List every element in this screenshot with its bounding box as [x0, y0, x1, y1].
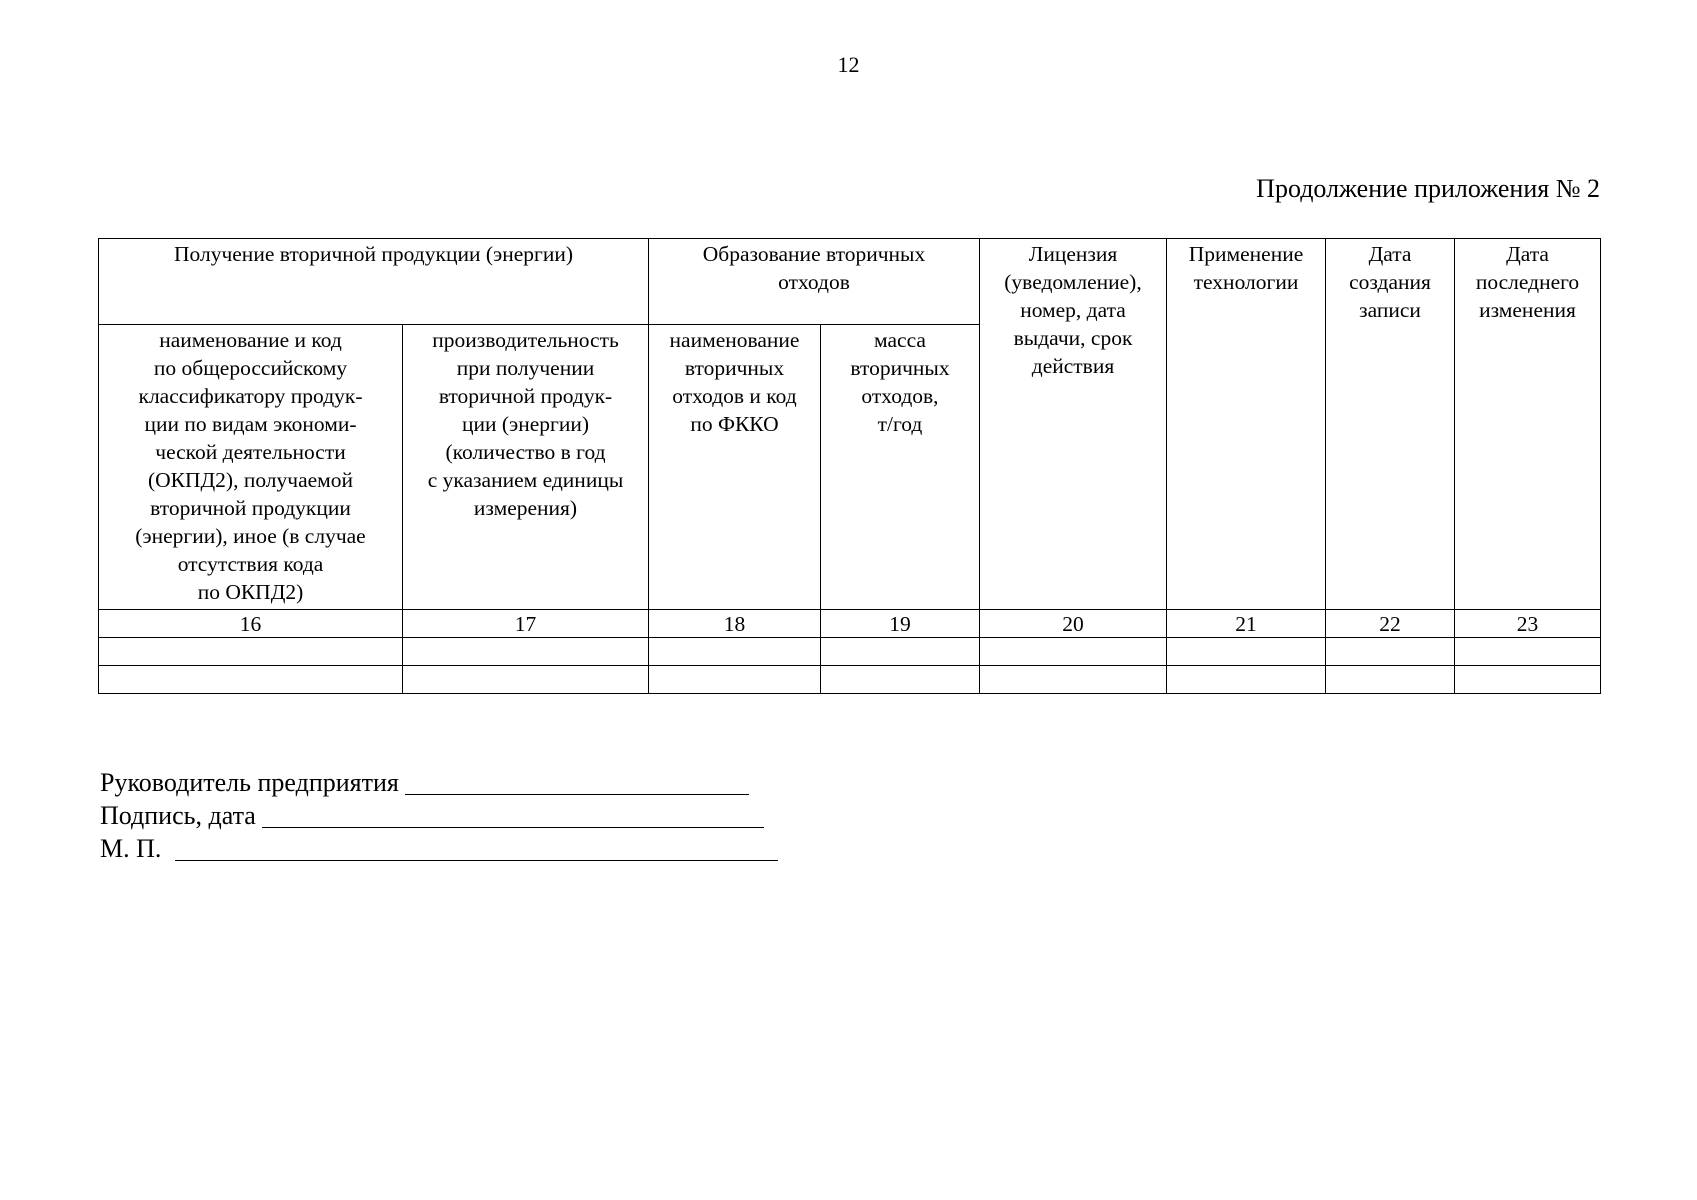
header-product-name-code [99, 325, 403, 610]
table-cell [821, 638, 980, 666]
stamp-line [100, 832, 778, 865]
table-cell [1455, 666, 1601, 694]
appendix-form-table [98, 238, 1601, 694]
table-cell [649, 666, 821, 694]
header-label: производительность при получении вторичной продук- ции (энергии) (количество в год с указанием единицы измерения) [427, 328, 624, 520]
column-number: 19 [821, 610, 980, 638]
header-label: Дата последнего изменения [1475, 242, 1580, 322]
stamp-blank [175, 836, 778, 861]
header-technology [1167, 239, 1326, 610]
head-of-enterprise-line [100, 766, 778, 799]
table-cell [1326, 666, 1455, 694]
page-number: 12 [837, 52, 860, 77]
column-number: 16 [99, 610, 403, 638]
table-cell [403, 638, 649, 666]
header-secondary-waste-group [649, 239, 980, 325]
signature-block [100, 766, 778, 865]
header-productivity [403, 325, 649, 610]
header-waste-mass [821, 325, 980, 610]
column-number-row [99, 610, 1601, 638]
header-waste-name-code [649, 325, 821, 610]
table-cell [99, 638, 403, 666]
header-label: Применение технологии [1188, 242, 1304, 294]
table-cell [649, 638, 821, 666]
signature-date-blank [262, 803, 764, 828]
table-row [99, 638, 1601, 666]
header-label: Дата создания записи [1349, 242, 1431, 322]
column-number: 20 [980, 610, 1167, 638]
header-secondary-products-group [99, 239, 649, 325]
table-cell [403, 666, 649, 694]
header-label: Образование вторичных отходов [702, 242, 926, 294]
column-number: 22 [1326, 610, 1455, 638]
header-label: масса вторичных отходов, т/год [850, 328, 950, 436]
column-number: 21 [1167, 610, 1326, 638]
appendix-continuation-title: Продолжение приложения № 2 [1256, 174, 1600, 203]
table-cell [980, 638, 1167, 666]
header-last-modified-date [1455, 239, 1601, 610]
head-of-enterprise-label: Руководитель предприятия [100, 768, 399, 797]
header-label: Лицензия (уведомление), номер, дата выдачи, срок действия [1004, 242, 1142, 378]
table-cell [1455, 638, 1601, 666]
header-label: наименование вторичных отходов и код по ФККО [669, 328, 800, 436]
header-label: наименование и код по общероссийскому классификатору продук- ции по видам экономи- ческой деятельности (ОКПД2), получаемой вторичной продукции (энергии), иное (в случае отсутствия кода по ОКПД2) [135, 328, 366, 604]
table-cell [980, 666, 1167, 694]
header-license [980, 239, 1167, 610]
column-number: 18 [649, 610, 821, 638]
head-of-enterprise-blank [405, 770, 749, 795]
signature-date-label: Подпись, дата [100, 801, 256, 830]
table-row [99, 666, 1601, 694]
table-cell [99, 666, 403, 694]
header-label: Получение вторичной продукции (энергии) [173, 242, 574, 266]
table-header-group-row [99, 239, 1601, 325]
column-number: 17 [403, 610, 649, 638]
column-number: 23 [1455, 610, 1601, 638]
stamp-label: М. П. [100, 834, 162, 863]
header-record-created-date [1326, 239, 1455, 610]
table-cell [821, 666, 980, 694]
table-cell [1326, 638, 1455, 666]
signature-date-line [100, 799, 778, 832]
table-cell [1167, 638, 1326, 666]
table-cell [1167, 666, 1326, 694]
